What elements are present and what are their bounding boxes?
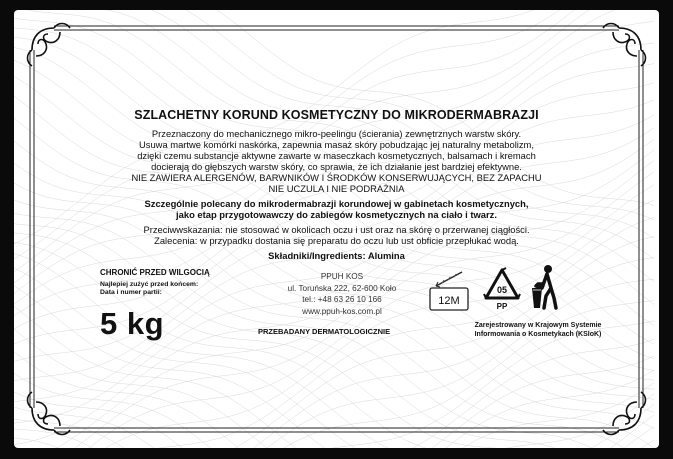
contraindications: Przeciwwskazania: nie stosować w okolicach oczu i ust oraz na skórę o przerwanej ciągłości. <box>143 224 530 235</box>
batch-label: Data i numer partii: <box>100 289 162 296</box>
registration-block <box>444 322 632 339</box>
description-line-1: Przeznaczony do mechanicznego mikro-peelingu (ścierania) zewnętrznych warstw skóry. <box>151 128 522 139</box>
tidyman-icon <box>524 264 568 312</box>
description-line-3: dzięki czemu substancje aktywne zawarte w maseczkach kosmetycznych, balsamach i kremach <box>137 150 536 161</box>
ingredients: Składniki/Ingredients: Alumina <box>268 250 405 261</box>
pao-jar-icon <box>422 266 476 314</box>
company-block <box>254 271 430 317</box>
net-weight: 5 kg <box>100 306 165 341</box>
recommendation-line-1: Szczególnie polecany do mikrodermabrazji korundowej w gabinetach kosmetycznych, <box>144 198 529 209</box>
product-title: SZLACHETNY KORUND KOSMETYCZNY DO MIKRODERMABRAZJI <box>134 108 539 122</box>
company-phone: tel.: +48 63 26 10 166 <box>302 295 382 304</box>
description-line-6: NIE UCZULA I NIE PODRAŻNIA <box>268 183 405 194</box>
company-address: ul. Toruńska 222, 62-600 Koło <box>287 283 397 293</box>
recycling-code: PP <box>496 302 508 311</box>
company-website: www.ppuh-kos.com.pl <box>302 306 382 316</box>
registration-line-2: Informowania o Kosmetykach (KSIoK) <box>474 330 602 338</box>
company-name: PPUH KOS <box>320 272 364 281</box>
pao-text: 12M <box>438 295 460 307</box>
best-before-label: Najlepiej zużyć przed końcem: <box>100 281 199 288</box>
dermatologically-tested: PRZEBADANY DERMATOLOGICZNIE <box>258 327 391 336</box>
description-line-2: Usuwa martwe komórki naskórka, zapewnia masaż skóry pobudzając jej naturalny metabolizm, <box>139 139 534 150</box>
product-label <box>14 10 659 448</box>
best-before-block <box>100 281 198 297</box>
description-line-5: NIE ZAWIERA ALERGENÓW, BARWNIKÓW I ŚRODKÓW KONSERWUJĄCYCH, BEZ ZAPACHU <box>131 172 542 183</box>
storage-warning: CHRONIĆ PRZED WILGOCIĄ <box>100 268 210 277</box>
description-line-4: docierają do głębszych warstw skóry, co sprawia, że ich działanie jest bardziej efektywne. <box>151 161 522 172</box>
registration-line-1: Zarejestrowany w Krajowym Systemie <box>474 322 602 329</box>
recycling-number: 05 <box>496 285 508 295</box>
recycling-icon <box>482 266 522 312</box>
advice: Zalecenia: w przypadku dostania się preparatu do oczu lub ust obficie przepłukać wodą. <box>154 235 519 246</box>
recommendation-line-2: jako etap przygotowawczy do zabiegów kosmetycznych na ciało i twarz. <box>176 209 497 220</box>
